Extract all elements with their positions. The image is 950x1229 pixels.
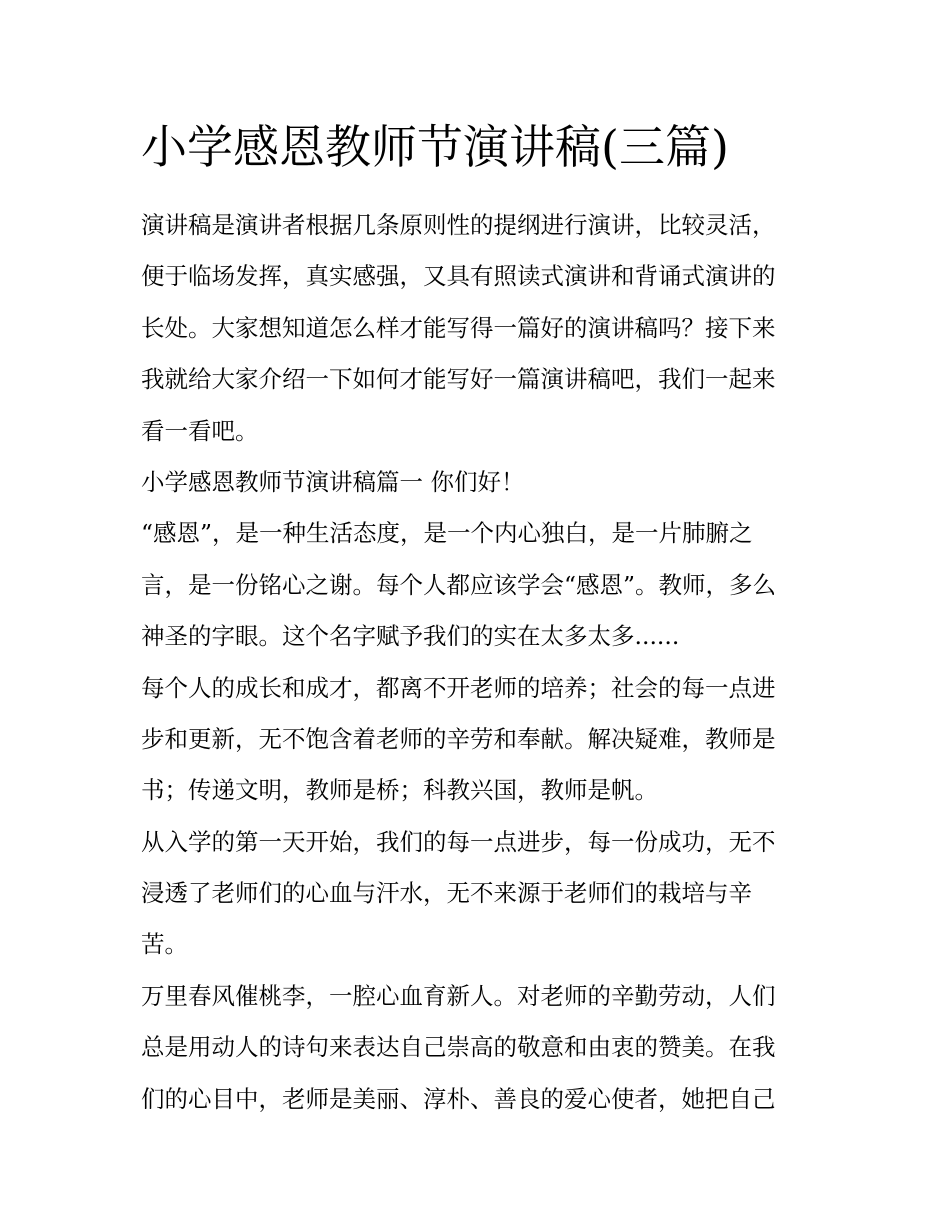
section-heading-line: 小学感恩教师节演讲稿篇一 你们好！ [141,467,525,496]
page-title: 小学感恩教师节演讲稿(三篇) [141,120,729,174]
text-line: 演讲稿是演讲者根据几条原则性的提纲进行演讲，比较灵活， [141,211,776,239]
text-line: 们的心目中，老师是美丽、淳朴、善良的爱心使者，她把自己 [141,1084,776,1113]
text-line: 书；传递文明，教师是桥；科教兴国，教师是帆。 [141,776,658,805]
document-body [141,200,841,1125]
text-line: 万里春风催桃李，一腔心血育新人。对老师的辛勤劳动，人们 [141,981,776,1010]
text-line: 步和更新，无不饱含着老师的辛劳和奉献。解决疑难，教师是 [141,724,776,753]
text-line: “感恩”，是一种生活态度，是一个内心独白，是一片肺腑之 [141,519,753,548]
text-line: 长处。大家想知道怎么样才能写得一篇好的演讲稿吗？接下来 [141,313,776,342]
text-line: 言，是一份铭心之谢。每个人都应该学会“感恩”。教师，多么 [141,570,777,599]
text-line: 总是用动人的诗句来表达自己崇高的敬意和由衷的赞美。在我 [141,1033,776,1062]
text-line: 便于临场发挥，真实感强，又具有照读式演讲和背诵式演讲的 [141,262,776,291]
text-line: 每个人的成长和成才，都离不开老师的培养；社会的每一点进 [141,673,776,702]
text-line: 我就给大家介绍一下如何才能写好一篇演讲稿吧，我们一起来 [141,365,776,394]
text-line: 从入学的第一天开始，我们的每一点进步，每一份成功，无不 [141,827,776,856]
text-line: 浸透了老师们的心血与汗水，无不来源于老师们的栽培与辛 [141,879,752,908]
text-line: 看一看吧。 [141,416,259,445]
text-line: 苦。 [141,930,188,959]
text-line: 神圣的字眼。这个名字赋予我们的实在太多太多...... [141,622,680,651]
